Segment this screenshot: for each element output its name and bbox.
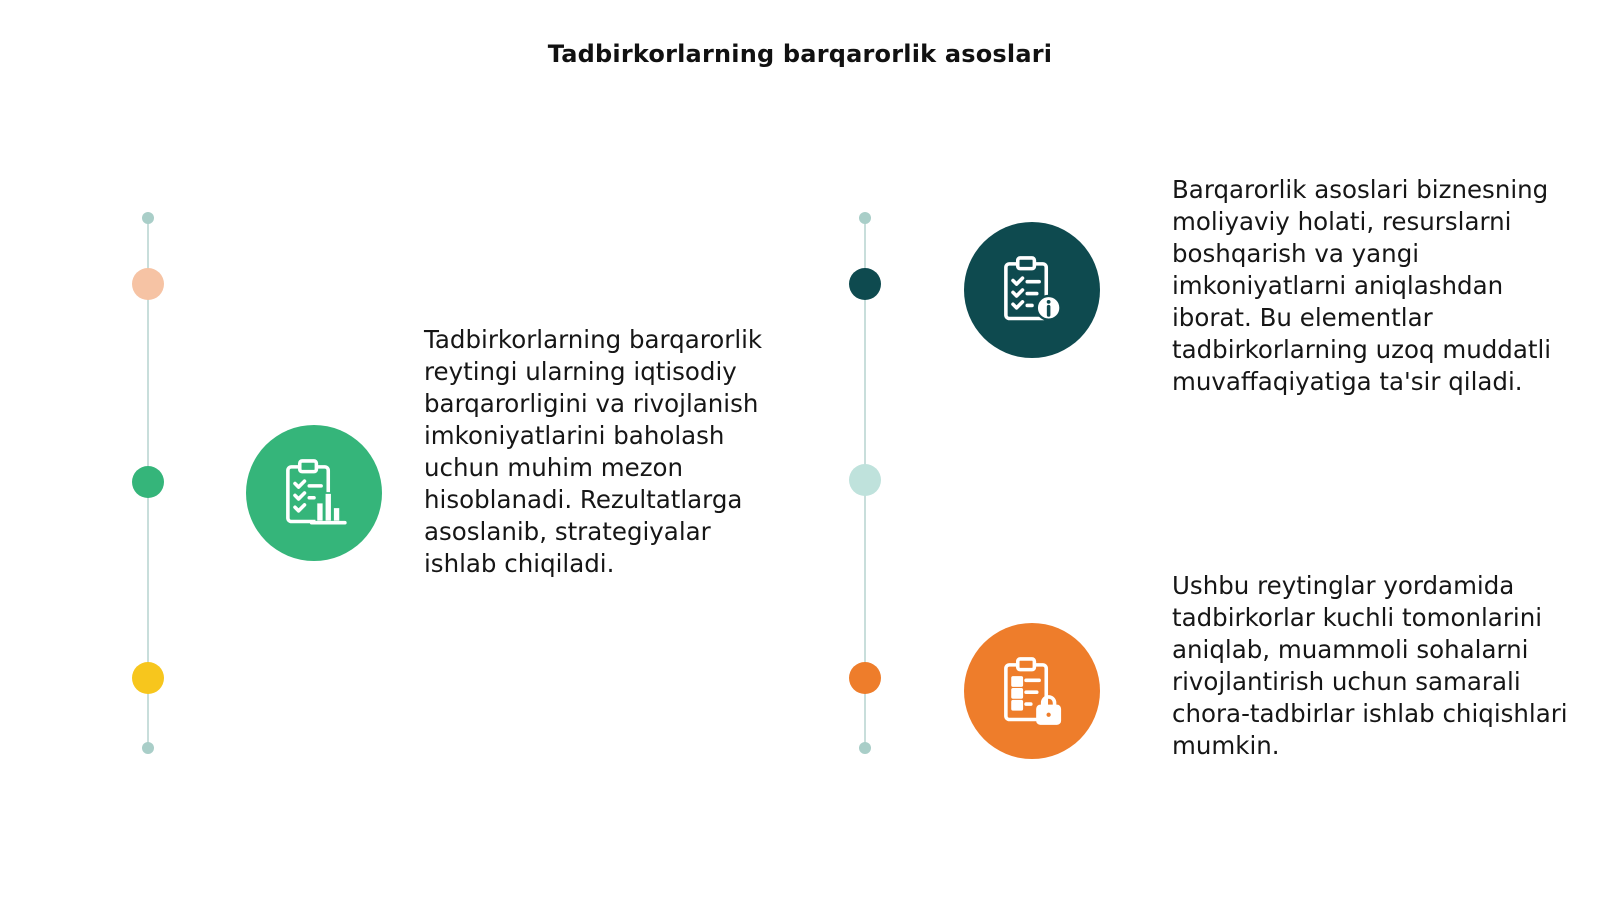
item-3-icon-circle [964, 623, 1100, 759]
item-2-icon-circle [964, 222, 1100, 358]
clipboard-bar-chart-icon [276, 455, 352, 531]
clipboard-lock-icon [994, 653, 1070, 729]
timeline-end-dot [859, 742, 871, 754]
item-1-icon-circle [246, 425, 382, 561]
timeline-end-dot [859, 212, 871, 224]
timeline-end-dot [142, 212, 154, 224]
timeline-dot-orange [849, 662, 881, 694]
timeline-dot-yellow [132, 662, 164, 694]
item-2-description: Barqarorlik asoslari biznesning moliyaviy holati, resurslarni boshqarish va yangi imkoniyatlarni aniqlashdan iborat. Bu elementlar tadbirkorlarning uzoq muddatli muvaffaqiyatiga ta'sir qiladi. [1172, 175, 1552, 396]
item-1-description: Tadbirkorlarning barqarorlik reytingi ularning iqtisodiy barqarorligini va rivojlanish imkoniyatlarini baholash uchun muhim mezon hisoblanadi. Rezultatlarga asoslanib, strategiyalar ishlab chiqiladi. [424, 325, 763, 578]
timeline-dot-peach [132, 268, 164, 300]
item-3-description: Ushbu reytinglar yordamida tadbirkorlar kuchli tomonlarini aniqlab, muammoli sohalarni rivojlantirish uchun samarali chora-tadbirlar ishlab chiqishlari mumkin. [1172, 571, 1568, 760]
timeline-end-dot [142, 742, 154, 754]
timeline-right [845, 210, 885, 770]
timeline-dot-dark-teal [849, 268, 881, 300]
timeline-dot-green [132, 466, 164, 498]
clipboard-info-icon [994, 252, 1070, 328]
timeline-dot-mint [849, 464, 881, 496]
page-title: Tadbirkorlarning barqarorlik asoslari [547, 40, 1053, 68]
timeline-left [128, 210, 168, 770]
